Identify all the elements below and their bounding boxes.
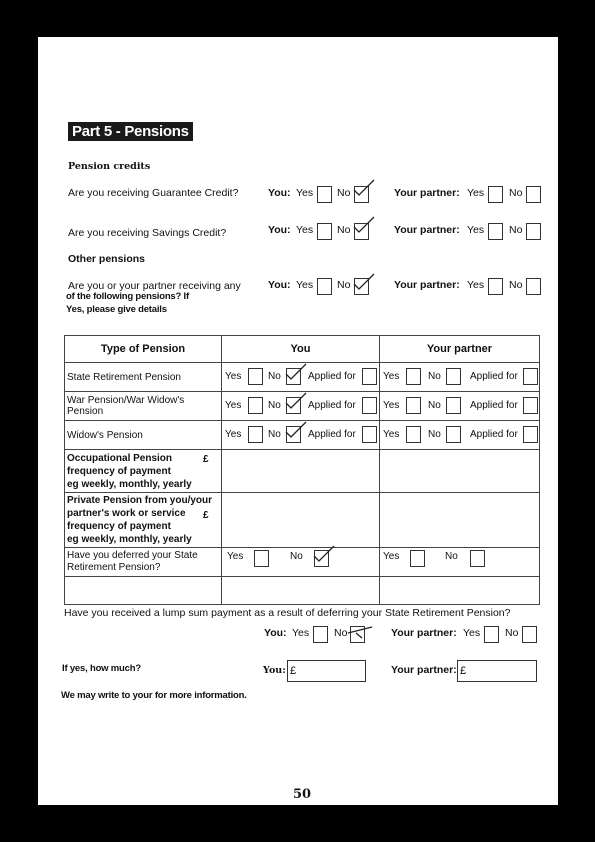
pension-type-cell: Widow's Pension [65, 421, 222, 450]
pension-type-line: frequency of payment [67, 521, 171, 532]
pension-type-cell: State Retirement Pension [65, 363, 222, 392]
you-label: You: [268, 224, 291, 236]
savings-you-yes-checkbox[interactable] [317, 223, 332, 240]
partner-label: Your partner: [394, 224, 460, 236]
guarantee-you-yes-checkbox[interactable] [317, 186, 332, 203]
you-label: You: [263, 665, 286, 676]
other-pensions-heading: Other pensions [68, 253, 146, 265]
checkmark-icon [284, 421, 306, 437]
empty-cell[interactable] [222, 577, 380, 605]
widow-you-applied-checkbox[interactable] [362, 426, 377, 443]
lump-partner-amount-field[interactable]: £ [457, 660, 537, 682]
pension-type-line: eg weekly, monthly, yearly [67, 478, 192, 490]
lump-you-yes-checkbox[interactable] [313, 626, 328, 643]
state-partner-applied-checkbox[interactable] [523, 368, 538, 385]
pension-type-cell: Have you deferred your State Retirement Pension? [65, 548, 222, 577]
yes-label: Yes [292, 627, 310, 639]
state-you-applied-checkbox[interactable] [362, 368, 377, 385]
pension-type-line: partner's work or service [67, 508, 186, 519]
war-you-yes-checkbox[interactable] [248, 397, 263, 414]
table-row [65, 363, 540, 392]
pension-type-line: frequency of payment [67, 465, 171, 477]
pension-type-cell: War Pension/War Widow's Pension [65, 392, 222, 421]
pension-type-cell [65, 450, 222, 493]
lump-you-amount-field[interactable]: £ [287, 660, 366, 682]
checkmark-icon [352, 179, 374, 195]
no-label: No [428, 371, 441, 382]
footnote: We may write to your for more information. [61, 690, 247, 701]
widow-you-yes-checkbox[interactable] [248, 426, 263, 443]
column-header: You [222, 336, 380, 363]
no-label: No [505, 627, 519, 639]
yes-label: Yes [467, 224, 485, 236]
war-partner-applied-checkbox[interactable] [523, 397, 538, 414]
no-label: No [337, 279, 351, 291]
other-pensions-question-line2: of the following pensions? If [66, 291, 189, 302]
no-label: No [337, 187, 351, 199]
you-label: You: [264, 627, 287, 639]
deferred-partner-yes-checkbox[interactable] [410, 550, 425, 567]
savings-partner-yes-checkbox[interactable] [488, 223, 503, 240]
table-row [65, 392, 540, 421]
partner-answer-cell [380, 392, 540, 421]
checkmark-icon [284, 392, 306, 408]
yes-label: Yes [225, 429, 242, 440]
widow-partner-applied-checkbox[interactable] [523, 426, 538, 443]
yes-label: Yes [296, 279, 314, 291]
state-partner-no-checkbox[interactable] [446, 368, 461, 385]
private-you-details-cell[interactable] [222, 493, 380, 548]
savings-credit-question: Are you receiving Savings Credit? [68, 227, 227, 239]
pension-type-line: eg weekly, monthly, yearly [67, 534, 192, 545]
currency-symbol: £ [203, 510, 209, 521]
column-header: Your partner [380, 336, 540, 363]
yes-label: Yes [383, 551, 400, 562]
yes-label: Yes [383, 400, 400, 411]
table-row [65, 493, 540, 548]
you-label: You: [268, 279, 291, 291]
war-you-applied-checkbox[interactable] [362, 397, 377, 414]
applied-for-label: Applied for [308, 429, 356, 440]
guarantee-partner-no-checkbox[interactable] [526, 186, 541, 203]
yes-label: Yes [227, 551, 244, 562]
you-answer-cell [222, 548, 380, 577]
state-partner-yes-checkbox[interactable] [406, 368, 421, 385]
widow-partner-no-checkbox[interactable] [446, 426, 461, 443]
occupational-partner-details-cell[interactable] [380, 450, 540, 493]
table-row [65, 450, 540, 493]
yes-label: Yes [463, 627, 481, 639]
deferred-you-yes-checkbox[interactable] [254, 550, 269, 567]
state-you-yes-checkbox[interactable] [248, 368, 263, 385]
partner-answer-cell [380, 421, 540, 450]
no-label: No [509, 224, 523, 236]
guarantee-partner-yes-checkbox[interactable] [488, 186, 503, 203]
applied-for-label: Applied for [308, 400, 356, 411]
partner-label: Your partner: [391, 627, 457, 639]
how-much-label: If yes, how much? [62, 663, 141, 674]
partner-label: Your partner: [394, 187, 460, 199]
empty-cell[interactable] [380, 577, 540, 605]
yes-label: Yes [296, 224, 314, 236]
no-label: No [428, 400, 441, 411]
yes-label: Yes [383, 429, 400, 440]
yes-label: Yes [225, 400, 242, 411]
applied-for-label: Applied for [470, 429, 518, 440]
partner-label: Your partner: [394, 279, 460, 291]
no-label: No [290, 551, 303, 562]
lump-sum-question: Have you received a lump sum payment as a result of deferring your State Retirement Pension? [64, 607, 511, 619]
section-title: Part 5 - Pensions [68, 122, 193, 141]
applied-for-label: Applied for [470, 400, 518, 411]
you-label: You: [268, 187, 291, 199]
war-partner-no-checkbox[interactable] [446, 397, 461, 414]
other-partner-yes-checkbox[interactable] [488, 278, 503, 295]
form-page [38, 37, 558, 805]
no-label: No [268, 400, 281, 411]
other-pensions-question-line3: Yes, please give details [66, 304, 167, 315]
empty-cell [65, 577, 222, 605]
table-row [65, 548, 540, 577]
yes-label: Yes [383, 371, 400, 382]
other-you-yes-checkbox[interactable] [317, 278, 332, 295]
no-label: No [334, 627, 348, 639]
no-label: No [268, 371, 281, 382]
table-row [65, 577, 540, 605]
table-header-row [65, 336, 540, 363]
no-label: No [509, 279, 523, 291]
no-label: No [268, 429, 281, 440]
occupational-you-details-cell[interactable] [222, 450, 380, 493]
yes-label: Yes [467, 279, 485, 291]
no-label: No [337, 224, 351, 236]
war-partner-yes-checkbox[interactable] [406, 397, 421, 414]
private-partner-details-cell[interactable] [380, 493, 540, 548]
guarantee-credit-question: Are you receiving Guarantee Credit? [68, 187, 239, 199]
lump-partner-no-checkbox[interactable] [522, 626, 537, 643]
checkmark-icon [312, 545, 334, 561]
other-pensions-question: Are you or your partner receiving any [68, 280, 241, 292]
applied-for-label: Applied for [470, 371, 518, 382]
you-answer-cell [222, 421, 380, 450]
table-row [65, 421, 540, 450]
column-header: Type of Pension [65, 336, 222, 363]
pension-types-table [64, 335, 540, 605]
lump-partner-yes-checkbox[interactable] [484, 626, 499, 643]
yes-label: Yes [467, 187, 485, 199]
pension-credits-heading: Pension credits [68, 161, 151, 172]
page-number: 50 [293, 787, 312, 802]
pension-type-line: Private Pension from you/your [67, 495, 213, 506]
currency-symbol: £ [203, 454, 209, 465]
checkmark-icon [352, 273, 374, 289]
checkmark-icon [284, 363, 306, 379]
other-partner-no-checkbox[interactable] [526, 278, 541, 295]
applied-for-label: Applied for [308, 371, 356, 382]
yes-label: Yes [225, 371, 242, 382]
pension-type-cell [65, 493, 222, 548]
you-answer-cell [222, 392, 380, 421]
partner-answer-cell [380, 548, 540, 577]
dash-mark-icon [348, 623, 370, 639]
yes-label: Yes [296, 187, 314, 199]
no-label: No [445, 551, 458, 562]
pension-type-line: Occupational Pension [67, 452, 173, 464]
you-answer-cell [222, 363, 380, 392]
no-label: No [428, 429, 441, 440]
no-label: No [509, 187, 523, 199]
partner-answer-cell [380, 363, 540, 392]
deferred-partner-no-checkbox[interactable] [470, 550, 485, 567]
partner-label: Your partner: [391, 664, 457, 676]
savings-partner-no-checkbox[interactable] [526, 223, 541, 240]
checkmark-icon [352, 216, 374, 232]
widow-partner-yes-checkbox[interactable] [406, 426, 421, 443]
